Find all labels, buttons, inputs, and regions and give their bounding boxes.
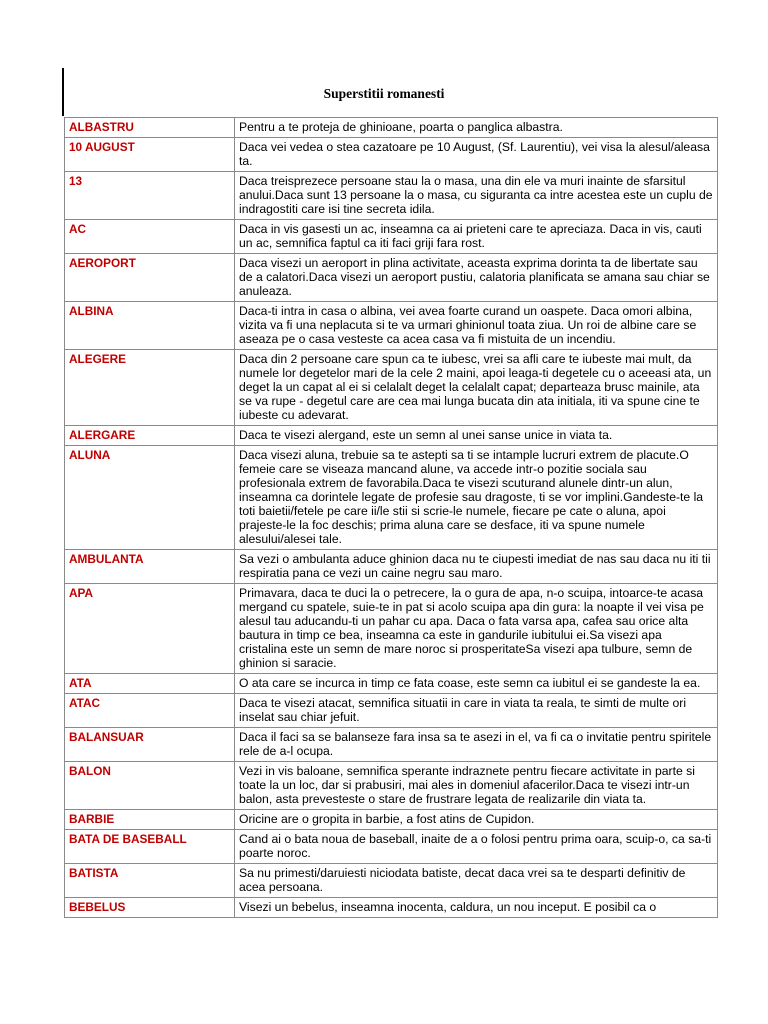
entry-term: ALBASTRU [65,118,235,138]
entry-term: AC [65,220,235,254]
table-row [65,728,718,762]
entry-definition: Daca visezi aluna, trebuie sa te astepti sa ti se intample lucruri extrem de placute.O femeie care se viseaza mancand alune, va accede intr-o pozitie sociala sau profesionala extrem de favorabila.Daca te visezi scuturand alunele dintr-un alun, inseamna ca dorintele legate de profesie sau dragoste, ti se vor implini.Gandeste-te la toti baietii/fetele pe care ii/le stii si scrie-le numele, fiecare pe cate o aluna, apoi prajeste-le la foc deschis; prima aluna care se desface, iti va spune numele alesului/alesei tale. [235,446,718,550]
entry-term: BARBIE [65,810,235,830]
table-row [65,810,718,830]
entry-term: AMBULANTA [65,550,235,584]
superstitions-table-wrapper [64,117,718,918]
entry-term: 13 [65,172,235,220]
table-row [65,350,718,426]
table-row [65,694,718,728]
table-row [65,138,718,172]
entry-term: ALBINA [65,302,235,350]
table-row [65,674,718,694]
entry-term: ALUNA [65,446,235,550]
table-row [65,220,718,254]
table-body [65,118,718,918]
entry-term: BALON [65,762,235,810]
entry-definition: Primavara, daca te duci la o petrecere, la o gura de apa, n-o scuipa, intoarce-te acasa mergand cu spatele, suie-te in pat si acolo scuipa apa din gura: la noapte il vei visa pe alesul tau aducandu-ti un pahar cu apa. Daca o fata varsa apa, cafea sau orice alta bautura in timp ce bea, inseamna ca este in gandurile iubitului ei.Sa visezi apa cristalina este un semn de mare noroc si prosperitateSa visezi apa tulbure, semn de ghinion si saracie. [235,584,718,674]
entry-definition: Daca din 2 persoane care spun ca te iubesc, vrei sa afli care te iubeste mai mult, da numele lor degetelor mari de la cele 2 maini, apoi leaga-ti degetele cu o aceeasi ata, un deget la un capat al ei si celalalt deget la celalalt capat; departeaza brusc mainile, ata se va rupe - degetul care are cea mai lunga bucata din ata initiala, iti va spune cine te iubeste cu adevarat. [235,350,718,426]
entry-term: BALANSUAR [65,728,235,762]
superstitions-table [64,117,718,918]
entry-definition: Pentru a te proteja de ghinioane, poarta o panglica albastra. [235,118,718,138]
entry-definition: Oricine are o gropita in barbie, a fost atins de Cupidon. [235,810,718,830]
entry-definition: Cand ai o bata noua de baseball, inaite de a o folosi pentru prima oara, scuip-o, ca sa-ti poarte noroc. [235,830,718,864]
entry-term: BEBELUS [65,898,235,918]
entry-definition: Daca visezi un aeroport in plina activitate, aceasta exprima dorinta ta de libertate sau de a calatori.Daca visezi un aeroport pustiu, calatoria planificata se amana sau chiar se anuleaza. [235,254,718,302]
entry-definition: Daca in vis gasesti un ac, inseamna ca ai prieteni care te apreciaza. Daca in vis, cauti un ac, semnifica faptul ca iti faci griji fara rost. [235,220,718,254]
entry-term: 10 AUGUST [65,138,235,172]
table-row [65,864,718,898]
table-row [65,118,718,138]
entry-definition: Daca-ti intra in casa o albina, vei avea foarte curand un oaspete. Daca omori albina, vizita va fi una neplacuta si te va urmari ghinionul toata ziua. Un roi de albine care se aseaza pe o casa vesteste ca acea casa va fi mistuita de un incendiu. [235,302,718,350]
entry-definition: Daca te visezi atacat, semnifica situatii in care in viata ta reala, te simti de multe ori inselat sau chiar jefuit. [235,694,718,728]
entry-term: ALEGERE [65,350,235,426]
table-row [65,254,718,302]
entry-term: BATA DE BASEBALL [65,830,235,864]
entry-term: BATISTA [65,864,235,898]
entry-term: ALERGARE [65,426,235,446]
entry-term: APA [65,584,235,674]
entry-definition: Sa nu primesti/daruiesti niciodata batiste, decat daca vrei sa te desparti definitiv de acea persoana. [235,864,718,898]
entry-term: ATAC [65,694,235,728]
entry-term: AEROPORT [65,254,235,302]
entry-definition: Daca il faci sa se balanseze fara insa sa te asezi in el, va fi ca o invitatie pentru spiritele rele de a-l ocupa. [235,728,718,762]
table-row [65,550,718,584]
table-row [65,762,718,810]
entry-term: ATA [65,674,235,694]
table-row [65,446,718,550]
entry-definition: Vezi in vis baloane, semnifica sperante indraznete pentru fiecare activitate in parte si toate la un loc, dar si prabusiri, mai ales in domeniul afacerilor.Daca te visezi intr-un balon, asta prevesteste o stare de frustrare legata de realizarile din viata ta. [235,762,718,810]
entry-definition: Daca treisprezece persoane stau la o masa, una din ele va muri inainte de sfarsitul anului.Daca sunt 13 persoane la o masa, cu siguranta ca intre acestea este un cuplu de indragostiti care isi tine secreta idila. [235,172,718,220]
page-title: Superstitii romanesti [323,86,445,101]
table-row [65,830,718,864]
table-row [65,426,718,446]
table-row [65,172,718,220]
entry-definition: Visezi un bebelus, inseamna inocenta, caldura, un nou inceput. E posibil ca o [235,898,718,918]
table-row [65,584,718,674]
table-row [65,302,718,350]
entry-definition: Daca vei vedea o stea cazatoare pe 10 August, (Sf. Laurentiu), vei visa la alesul/aleasa ta. [235,138,718,172]
entry-definition: O ata care se incurca in timp ce fata coase, este semn ca iubitul ei se gandeste la ea. [235,674,718,694]
entry-definition: Daca te visezi alergand, este un semn al unei sanse unice in viata ta. [235,426,718,446]
table-row [65,898,718,918]
entry-definition: Sa vezi o ambulanta aduce ghinion daca nu te ciupesti imediat de nas sau daca nu iti tii respiratia pana ce vezi un caine negru sau maro. [235,550,718,584]
